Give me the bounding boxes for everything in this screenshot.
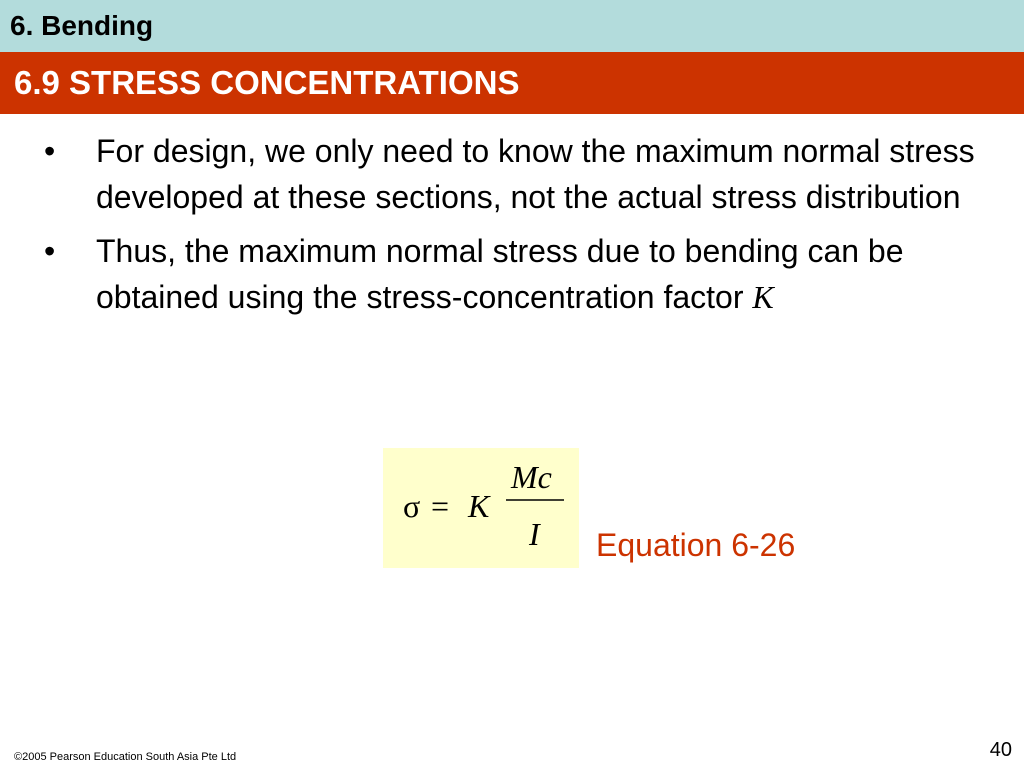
equation-label: Equation 6-26 — [596, 527, 796, 563]
bullet-list — [0, 128, 1024, 328]
chapter-title: 6. Bending — [10, 10, 154, 41]
equation-factor: K — [468, 488, 490, 524]
copyright-notice: ©2005 Pearson Education South Asia Pte Ltd — [14, 751, 237, 763]
equation-numerator: Mc — [511, 459, 552, 495]
bullet-text: Thus, the maximum normal stress due to bending can be obtained using the stress-concentration factor — [96, 233, 904, 315]
bullet-marker: • — [44, 133, 56, 169]
equation-formula — [383, 448, 579, 568]
page-number: 40 — [989, 739, 1012, 761]
equation-equals: = — [431, 488, 450, 524]
section-title: 6.9 STRESS CONCENTRATIONS — [14, 64, 520, 101]
bullet-item-factor — [0, 228, 1024, 320]
factor-variable: K — [752, 279, 774, 315]
chapter-header-bar — [0, 0, 1024, 52]
section-title-bar — [0, 52, 1024, 114]
equation-sigma: σ — [403, 488, 421, 524]
bullet-item-design — [0, 128, 1024, 220]
bullet-marker: • — [44, 233, 56, 269]
equation-box — [383, 448, 579, 568]
equation-denominator: I — [529, 516, 540, 552]
bullet-text: For design, we only need to know the maximum normal stress developed at these sections, not the actual stress distribution — [96, 133, 975, 215]
